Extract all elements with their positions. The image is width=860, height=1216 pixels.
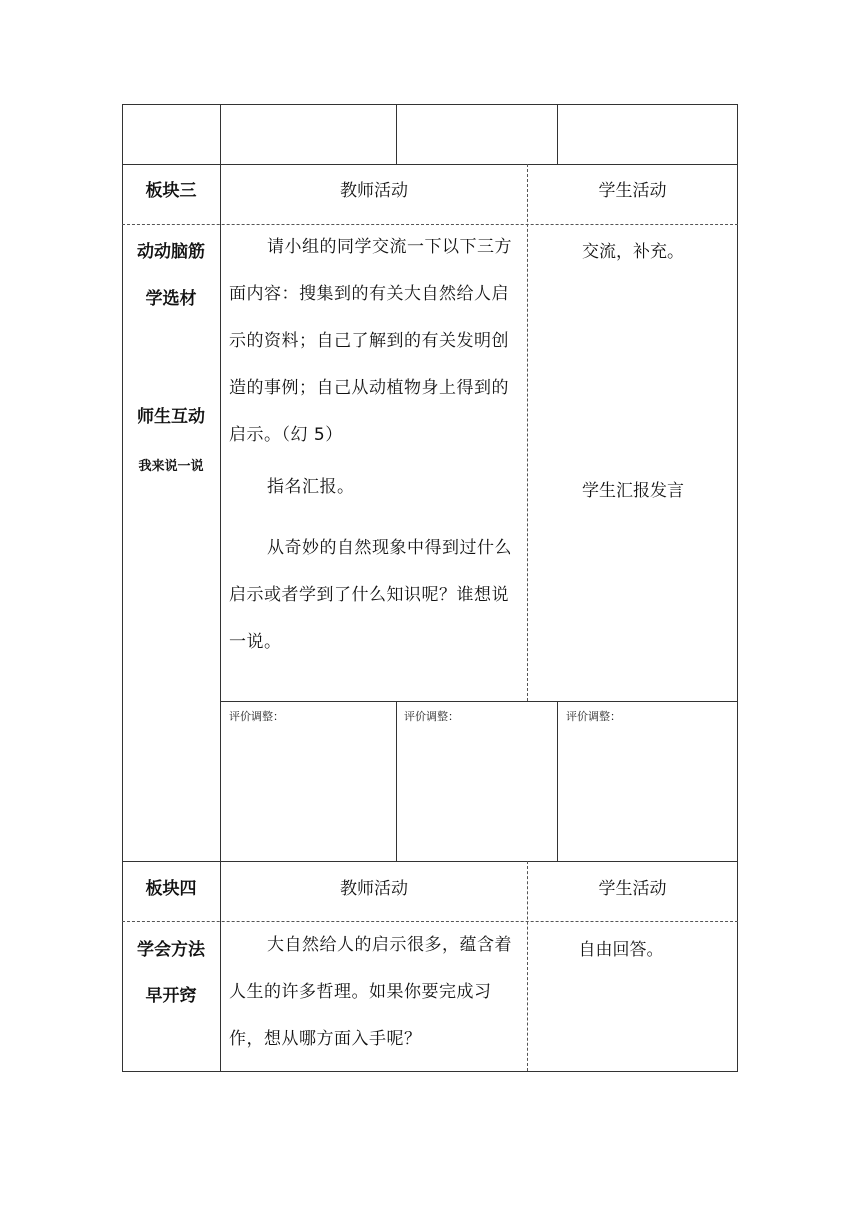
block4-left-label-2: 早开窍 [145, 986, 197, 1006]
block4-student-line-1: 自由回答。 [578, 940, 664, 960]
block4-left-label-1: 学会方法 [137, 940, 205, 960]
block3-teacher-header: 教师活动 [340, 181, 408, 201]
row-line-2 [122, 861, 738, 862]
eval-label-2: 评价调整： [404, 710, 459, 723]
block3-label: 板块三 [145, 181, 197, 201]
eval-label-3: 评价调整： [566, 710, 621, 723]
table-top-border [122, 104, 738, 105]
block4-student-header: 学生活动 [598, 879, 667, 899]
block4-teacher-header: 教师活动 [340, 879, 408, 899]
block3-student-line-1: 交流，补充。 [582, 242, 684, 262]
block3-teacher-paragraph-1: 请小组的同学交流一下以下三方面内容：搜集到的有关大自然给人启示的资料；自己了解到的有关发明创造的事例；自己从动植物身上得到的启示。（幻 5） [229, 237, 512, 445]
row-line-1 [122, 164, 738, 165]
top-row-divider-1 [396, 104, 397, 164]
block4-teacher-paragraph-1: 大自然给人的启示很多，蕴含着人生的许多哲理。如果你要完成习作，想从哪方面入手呢？ [229, 935, 512, 1049]
eval-divider-1 [396, 701, 397, 861]
block3-teacher-paragraph-3: 从奇妙的自然现象中得到过什么启示或者学到了什么知识呢？谁想说一说。 [229, 538, 512, 652]
block4-label: 板块四 [145, 879, 197, 899]
block3-left-label-1: 动动脑筋 [137, 242, 205, 262]
eval-divider-2 [557, 701, 558, 861]
eval-row-top-line [220, 701, 737, 702]
block4-content-divider [527, 861, 528, 1071]
block3-student-header: 学生活动 [598, 181, 667, 201]
top-row-divider-2 [557, 104, 558, 164]
block3-left-label-3: 师生互动 [137, 407, 205, 427]
block3-student-line-2: 学生汇报发言 [582, 481, 684, 501]
eval-label-1: 评价调整： [229, 710, 284, 723]
block3-teacher-paragraph-2: 指名汇报。 [267, 477, 355, 497]
block3-left-label-2: 学选材 [145, 289, 197, 309]
left-column-divider [220, 104, 221, 1072]
block3-left-small-label: 我来说一说 [138, 459, 204, 474]
table-bottom-border [122, 1071, 738, 1072]
